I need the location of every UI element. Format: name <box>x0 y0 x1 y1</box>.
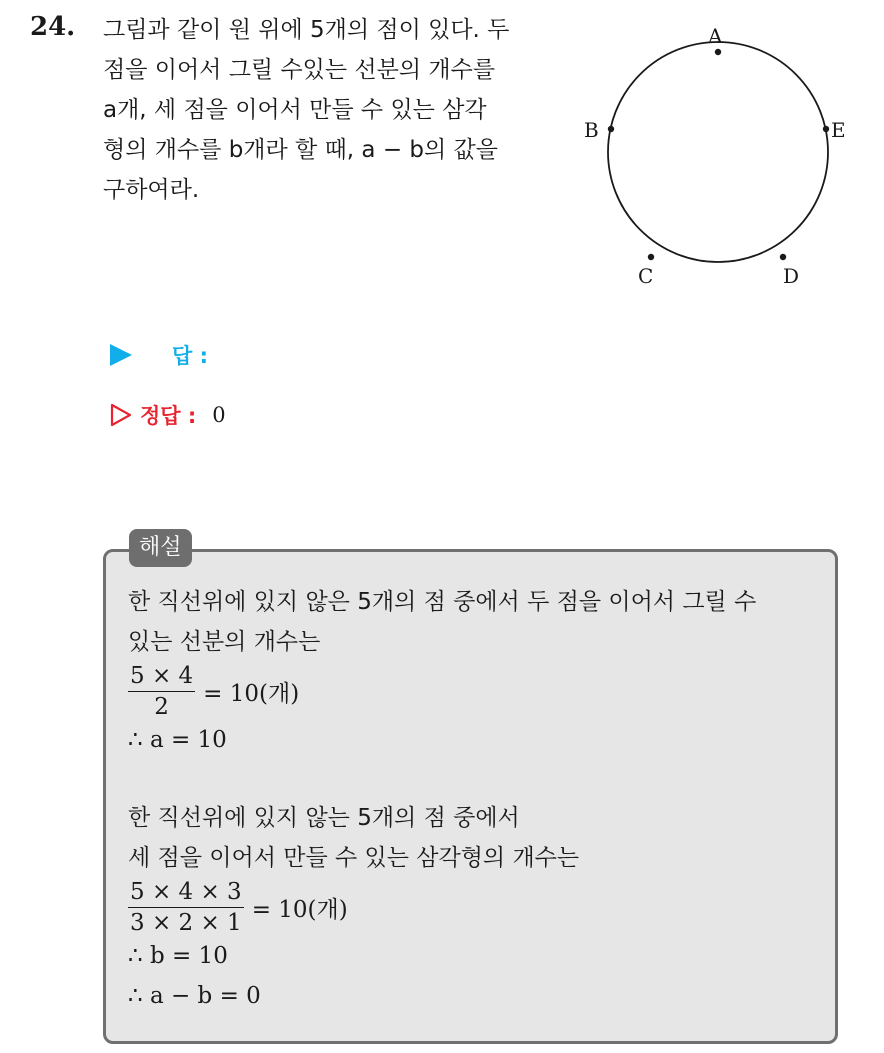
label-a: A <box>708 24 723 48</box>
label-d: D <box>783 264 800 288</box>
play-outline-icon <box>110 403 132 427</box>
play-icon <box>110 344 132 366</box>
label-c: C <box>638 264 654 288</box>
fraction-equation-1 <box>128 662 756 720</box>
fraction-1-denominator: 2 <box>154 693 169 720</box>
fraction-2-denominator: 3 × 2 × 1 <box>130 909 242 936</box>
correct-answer-row <box>110 400 226 430</box>
answer-row <box>110 340 208 370</box>
point-c <box>648 254 654 260</box>
solution-content <box>128 582 756 1016</box>
correct-label: 정답 : <box>140 404 197 428</box>
fraction-2 <box>128 879 244 936</box>
solution-text-line: 세 점을 이어서 만들 수 있는 삼각형의 개수는 <box>128 845 580 871</box>
solution-text-line: 한 직선위에 있지 않은 5개의 점 중에서 두 점을 이어서 그릴 수 <box>128 589 757 615</box>
solution-tag: 해설 <box>129 529 192 567</box>
question-line-4: 형의 개수를 b개라 할 때, a − b의 값을 <box>103 137 498 163</box>
fraction-1-result: = 10(개) <box>203 680 300 707</box>
result-b: ∴ b = 10 <box>128 943 228 969</box>
question-line-1: 그림과 같이 원 위에 5개의 점이 있다. 두 <box>103 17 510 43</box>
question-text <box>103 10 558 210</box>
solution-text-line: 한 직선위에 있지 않는 5개의 점 중에서 <box>128 805 520 831</box>
fraction-2-numerator: 5 × 4 × 3 <box>128 879 244 908</box>
fraction-2-result: = 10(개) <box>251 896 348 923</box>
point-d <box>780 254 786 260</box>
circle <box>608 42 828 262</box>
point-a <box>715 49 721 55</box>
question-line-2: 점을 이어서 그릴 수있는 선분의 개수를 <box>103 57 496 83</box>
question-line-3: a개, 세 점을 이어서 만들 수 있는 삼각 <box>103 97 487 123</box>
question-number: 24. <box>30 12 76 42</box>
fraction-1-numerator: 5 × 4 <box>128 663 195 692</box>
result-a-minus-b: ∴ a − b = 0 <box>128 983 261 1009</box>
correct-value: 0 <box>212 403 226 427</box>
solution-text-line: 있는 선분의 개수는 <box>128 629 321 655</box>
point-b <box>608 126 614 132</box>
fraction-1 <box>128 663 195 720</box>
answer-label: 답 : <box>172 344 208 368</box>
fraction-equation-2 <box>128 878 756 936</box>
label-e: E <box>831 118 846 142</box>
circle-figure <box>575 15 865 295</box>
question-line-5: 구하여라. <box>103 177 200 203</box>
label-b: B <box>584 118 599 142</box>
point-e <box>823 126 829 132</box>
result-a: ∴ a = 10 <box>128 727 227 753</box>
